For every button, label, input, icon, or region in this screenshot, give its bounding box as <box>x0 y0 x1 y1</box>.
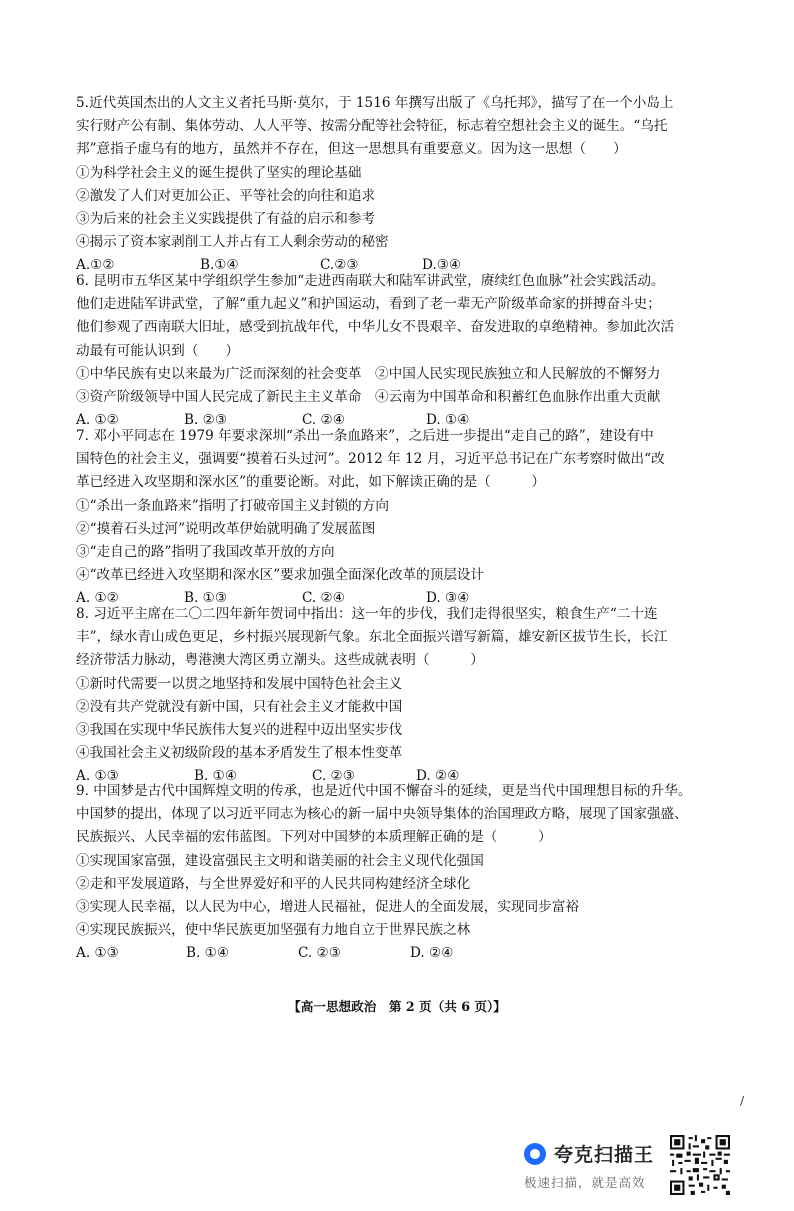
question-6-line: 动最有可能认识到（ ） <box>76 342 240 359</box>
choice-c[interactable]: C.②③ <box>320 257 359 274</box>
question-9-line: 9. 中国梦是古代中国辉煌文明的传承，也是近代中国不懈奋斗的延续，更是当代中国理想目标的升华。 <box>76 783 692 799</box>
question-5-line: 5.近代英国杰出的人文主义者托马斯·莫尔，于 1516 年撰写出版了《乌托邦》，描写了在一个小岛上 <box>76 95 674 111</box>
quark-logo-icon <box>524 1143 546 1165</box>
question-8-line: 8. 习近平主席在二〇二四年新年贺词中指出：这一年的步伐，我们走得很坚实，粮食生产“二十连 <box>76 606 658 622</box>
choice-a[interactable]: A. ①③ <box>76 945 119 962</box>
question-7-line: ③“走自己的路”指明了我国改革开放的方向 <box>76 544 335 561</box>
choice-b[interactable]: B.①④ <box>200 257 239 274</box>
choice-d[interactable]: D. ①④ <box>426 412 470 429</box>
question-8-line: ③我国在实现中华民族伟大复兴的进程中迈出坚实步伐 <box>76 722 403 739</box>
question-7 <box>76 425 736 611</box>
scanner-watermark <box>524 1140 664 1191</box>
question-9-line: 中国梦的提出，体现了以习近平同志为核心的新一届中央领导集体的治国理政方略，展现了国家强盛、 <box>76 806 688 823</box>
choice-a[interactable]: A. ①② <box>76 590 119 607</box>
question-6-line: ①中华民族有史以来最为广泛而深刻的社会变革 ②中国人民实现民族独立和人民解放的不懈努力 <box>76 365 661 382</box>
choice-d[interactable]: D. ③④ <box>426 590 470 607</box>
question-5-line: ③为后来的社会主义实践提供了有益的启示和参考 <box>76 211 376 228</box>
question-7-line: 7. 邓小平同志在 1979 年要求深圳“杀出一条血路来”，之后进一步提出“走自己的路”，建设有中 <box>76 428 654 444</box>
question-7-line: 革已经进入攻坚期和深水区”的重要论断。对此，如下解读正确的是（ ） <box>76 474 546 491</box>
stray-mark: / <box>740 1094 745 1108</box>
question-6-line: 6. 昆明市五华区某中学组织学生参加“走进西南联大和陆军讲武堂，赓续红色血脉”社会实践活动。 <box>76 273 665 289</box>
question-9-line: ②走和平发展道路，与全世界爱好和平的人民共同构建经济全球化 <box>76 875 471 892</box>
choice-b[interactable]: B. ①④ <box>194 768 238 785</box>
page-footer: 【高一思想政治 第 2 页（共 6 页）】 <box>288 999 506 1014</box>
question-9-line: ④实现民族振兴，使中华民族更加坚强有力地自立于世界民族之林 <box>76 922 471 939</box>
question-9-text <box>76 780 736 942</box>
scanner-name: 夸克扫描王 <box>554 1144 655 1166</box>
scanner-slogan: 极速扫描，就是高效 <box>524 1175 646 1190</box>
choice-a[interactable]: A.①② <box>76 257 115 274</box>
question-7-line: 国特色的社会主义，强调要“摸着石头过河”。2012 年 12 月，习近平总书记在广东考察时做出“改 <box>76 451 665 468</box>
question-5-line: ②激发了人们对更加公正、平等社会的向往和追求 <box>76 187 376 204</box>
question-6 <box>76 270 736 432</box>
question-5-line: 实行财产公有制、集体劳动、人人平等、按需分配等社会特征，标志着空想社会主义的诞生。“乌托 <box>76 118 668 135</box>
question-5 <box>76 92 736 278</box>
question-8-line: ②没有共产党就没有新中国，只有社会主义才能救中国 <box>76 698 403 715</box>
question-9-choices <box>76 942 736 965</box>
choice-b[interactable]: B. ①④ <box>186 945 230 962</box>
question-7-line: ②“摸着石头过河”说明改革伊始就明确了发展蓝图 <box>76 520 376 537</box>
choice-d[interactable]: D.③④ <box>422 257 462 274</box>
question-5-line: 邦”意指子虚乌有的地方，虽然并不存在，但这一思想具有重要意义。因为这一思想（ ） <box>76 141 627 158</box>
question-8 <box>76 603 736 789</box>
question-9-line: ③实现人民幸福，以人民为中心，增进人民福祉，促进人的全面发展，实现同步富裕 <box>76 899 579 916</box>
qr-code-icon <box>670 1135 730 1195</box>
choice-d[interactable]: D. ②④ <box>416 768 460 785</box>
choice-d[interactable]: D. ②④ <box>410 945 454 962</box>
question-6-line: 他们参观了西南联大旧址，感受到抗战年代，中华儿女不畏艰辛、奋发进取的卓绝精神。参加此次活 <box>76 319 675 336</box>
choice-b[interactable]: B. ②③ <box>184 412 228 429</box>
question-5-line: ①为科学社会主义的诞生提供了坚实的理论基础 <box>76 164 362 181</box>
question-8-text <box>76 603 736 765</box>
question-8-line: 经济带活力脉动，粤港澳大湾区勇立潮头。这些成就表明（ ） <box>76 652 484 669</box>
choice-a[interactable]: A. ①② <box>76 412 119 429</box>
question-8-line: ①新时代需要一以贯之地坚持和发展中国特色社会主义 <box>76 675 403 692</box>
question-9-line: 民族振兴、人民幸福的宏伟蓝图。下列对中国梦的本质理解正确的是（ ） <box>76 829 552 846</box>
choice-c[interactable]: C. ②③ <box>312 768 355 785</box>
question-6-line: ③资产阶级领导中国人民完成了新民主主义革命 ④云南为中国革命和积蓄红色血脉作出重大贡献 <box>76 389 661 406</box>
question-6-text <box>76 270 736 409</box>
question-5-line: ④揭示了资本家剥削工人并占有工人剩余劳动的秘密 <box>76 234 389 251</box>
question-9 <box>76 780 736 966</box>
question-9-line: ①实现国家富强，建设富强民主文明和谐美丽的社会主义现代化强国 <box>76 852 484 869</box>
scanner-brand-row <box>524 1140 664 1167</box>
question-7-line: ①“杀出一条血路来”指明了打破帝国主义封锁的方向 <box>76 497 389 514</box>
question-5-text <box>76 92 736 254</box>
choice-c[interactable]: C. ②③ <box>298 945 341 962</box>
choice-c[interactable]: C. ②④ <box>302 590 345 607</box>
question-7-text <box>76 425 736 587</box>
question-8-line: ④我国社会主义初级阶段的基本矛盾发生了根本性变革 <box>76 745 403 762</box>
question-6-line: 他们走进陆军讲武堂，了解“重九起义”和护国运动，看到了老一辈无产阶级革命家的拼搏奋斗史； <box>76 296 661 313</box>
question-8-line: 丰”，绿水青山成色更足，乡村振兴展现新气象。东北全面振兴谱写新篇，雄安新区拔节生长，长江 <box>76 629 668 646</box>
question-7-line: ④“改革已经进入攻坚期和深水区”要求加强全面深化改革的顶层设计 <box>76 567 485 584</box>
choice-c[interactable]: C. ②④ <box>302 412 345 429</box>
choice-b[interactable]: B. ①③ <box>184 590 228 607</box>
choice-a[interactable]: A. ①③ <box>76 768 119 785</box>
